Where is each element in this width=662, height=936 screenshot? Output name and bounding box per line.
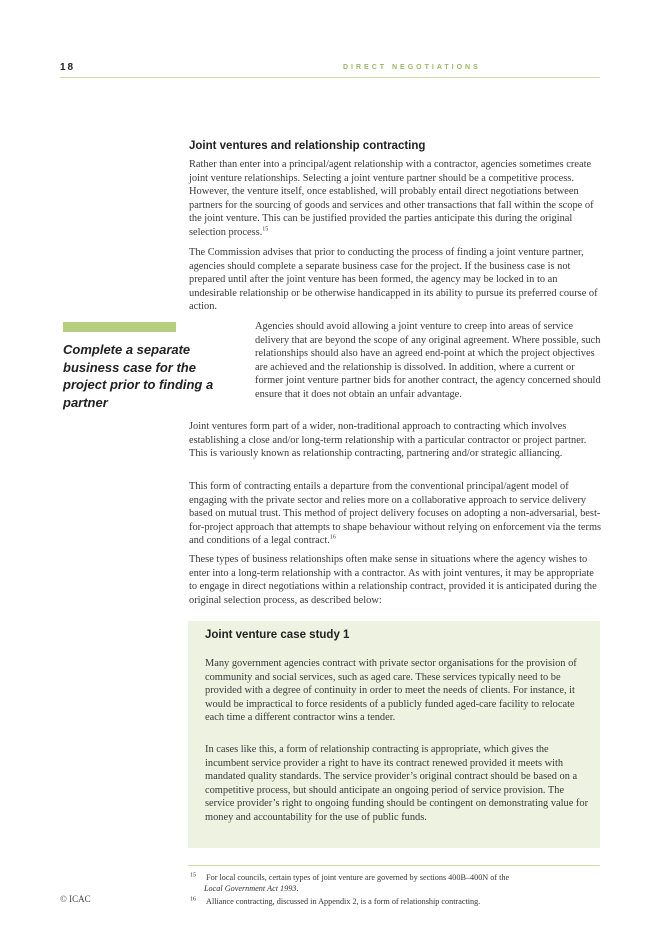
- header-rule: [60, 77, 600, 78]
- paragraph-1-text: Rather than enter into a principal/agent relationship with a contractor, agencies sometimes create joint venture relationships. Selecting a joint venture partner should be a competitive process. However, the venture itself, once established, will probably entail direct negotiations between partners for the sourcing of goods and services and other transactions that fall within the scope of the joint venture. This can be justified provided the parties anticipate this during the original selection process.: [189, 159, 594, 238]
- footnote-16-number: 16: [190, 896, 196, 903]
- footnote-15-act: Local Government Act 1993: [204, 884, 297, 893]
- pull-quote: Complete a separate business case for the project prior to finding a partner: [63, 342, 214, 410]
- case-study-title: Joint venture case study 1: [205, 629, 350, 641]
- footnote-16-text: Alliance contracting, discussed in Appendix 2, is a form of relationship contracting.: [206, 897, 481, 906]
- paragraph-3: Agencies should avoid allowing a joint venture to creep into areas of service delivery that are beyond the scope of any original agreement. Where possible, such relationships should also have an agreed end-point at which the project objectives are achieved and the relationship is dissolved. In addition, where a current or former joint venture partner bids for another contract, the agency concerned should ensure that it does not obtain an unfair advantage.: [255, 321, 601, 400]
- footnote-15-number: 15: [190, 872, 196, 879]
- page-number: 18: [60, 62, 76, 73]
- copyright: © ICAC: [60, 894, 91, 904]
- case-study-paragraph-2: In cases like this, a form of relationship contracting is appropriate, which gives the incumbent service provider a right to have its contract renewed provided it meets with mandated quality standards. The service provider’s original contract should be based on a competitive process, but should anticipate an ongoing period of service provision. The service provider’s right to ongoing funding should be contingent on demonstrating value for money and accountability for the use of public funds.: [205, 744, 589, 823]
- running-head: DIRECT NEGOTIATIONS: [343, 64, 481, 71]
- footnote-ref-15[interactable]: 15: [262, 226, 269, 233]
- paragraph-4: Joint ventures form part of a wider, non-traditional approach to contracting which involves establishing a close and/or long-term relationship with a particular contractor or project partner. This is variously known as relationship contracting, partnering and/or strategic alliancing.: [189, 421, 587, 460]
- paragraph-6: These types of business relationships often make sense in situations where the agency wishes to enter into a long-term relationship with a contractor. As with joint ventures, it may be appropriate to engage in direct negotiations within a relationship contract, provided it is anticipated during the original selection process, as described below:: [189, 554, 597, 606]
- paragraph-5: [189, 480, 603, 548]
- footnote-16: [190, 896, 600, 907]
- paragraph-1: [189, 158, 603, 240]
- footnote-rule: [188, 865, 600, 866]
- section-title: Joint ventures and relationship contracting: [189, 140, 426, 152]
- paragraph-2: The Commission advises that prior to conducting the process of finding a joint venture partner, agencies should complete a separate business case for the project. If the business case is not prepared until after the joint venture has been formed, the agency may be locked in to an undesirable relationship or be otherwise handicapped in its ability to pursue its preferred course of action.: [189, 247, 598, 313]
- case-study-paragraph-1: Many government agencies contract with private sector organisations for the provision of community and social services, such as aged care. These services typically need to be provided with a degree of continuity in order to meet the needs of clients. For instance, it would be impractical to force residents of a publicly funded aged-care facility to relocate each time a different contractor wins a tender.: [205, 658, 577, 724]
- footnote-ref-16[interactable]: 16: [329, 534, 336, 541]
- paragraph-5-text: This form of contracting entails a departure from the conventional principal/agent model of engaging with the private sector and relies more on a collaborative approach to service delivery based on mutual trust. This method of project delivery focuses on adopting a non-adversarial, best-for-project approach that attempts to shape behaviour without relying on enforcement via the terms and conditions of a legal contract.: [189, 481, 602, 547]
- footnote-15-end: .: [296, 884, 299, 893]
- footnote-15: [190, 872, 600, 894]
- footnote-15-text: For local councils, certain types of joint venture are governed by sections 400B–400N of the: [206, 873, 510, 882]
- pull-quote-bar: [63, 322, 176, 332]
